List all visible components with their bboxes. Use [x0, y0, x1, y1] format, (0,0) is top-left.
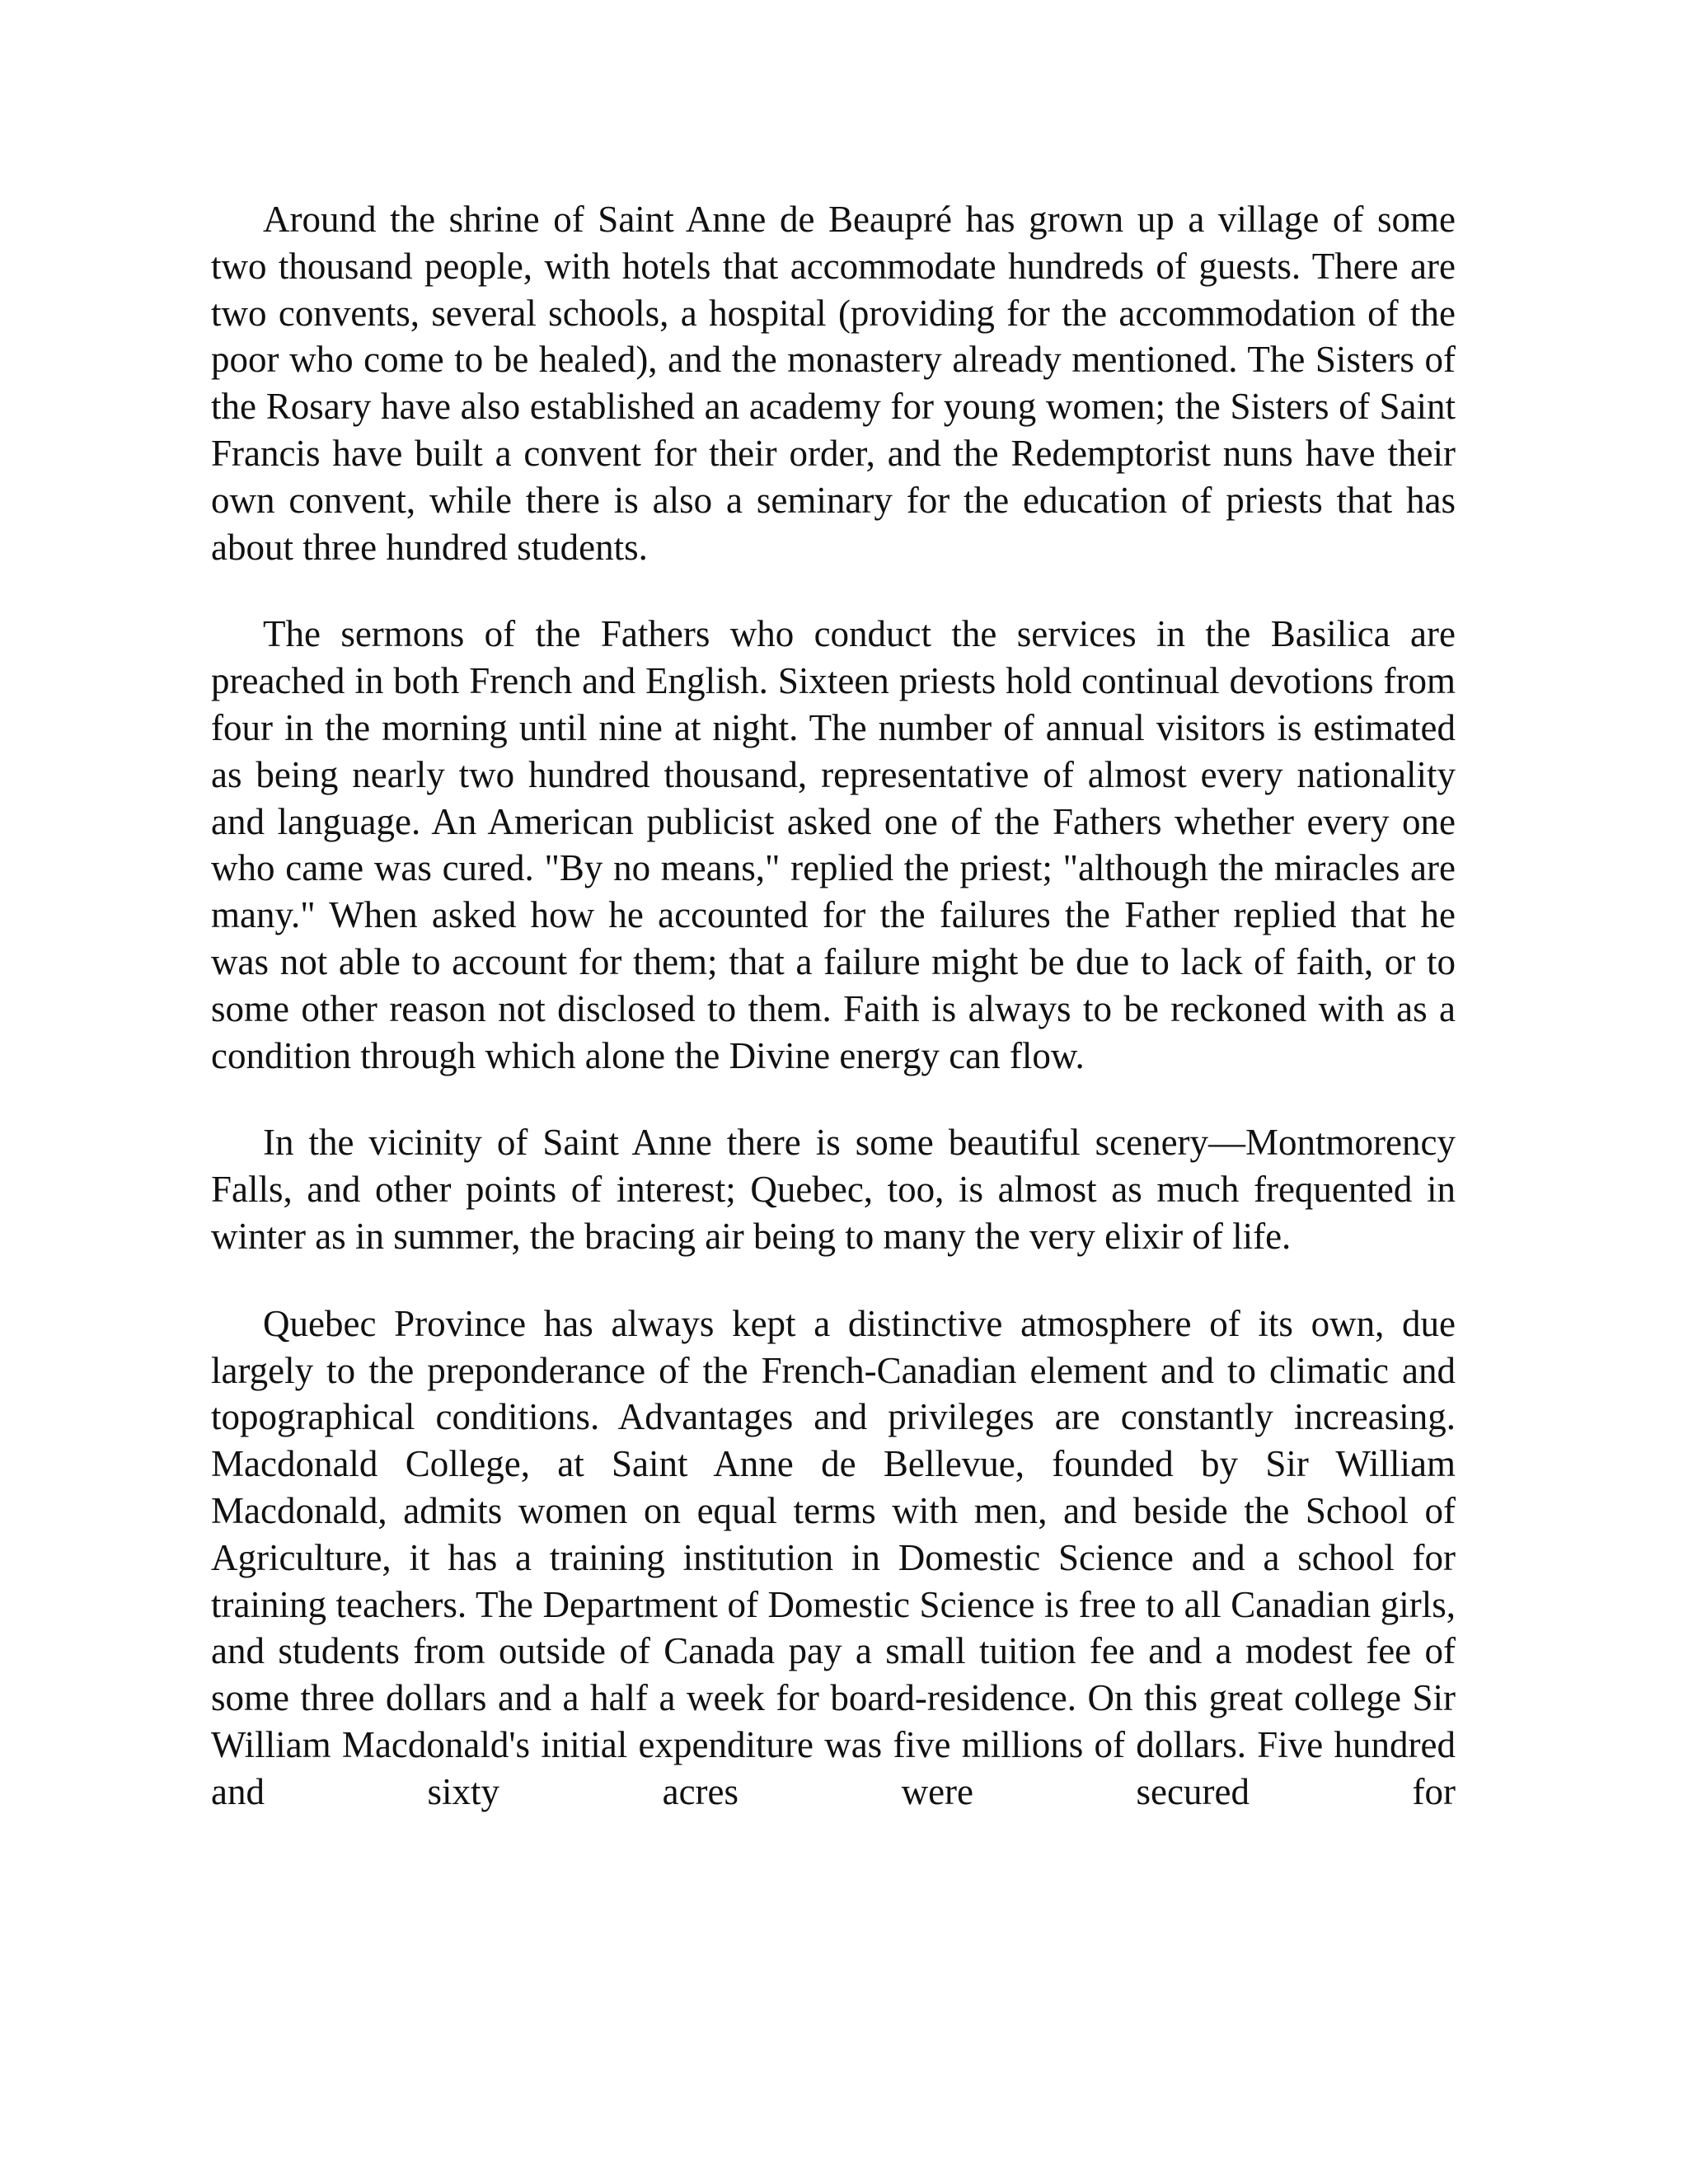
paragraph-sermons: The sermons of the Fathers who conduct the services in the Basilica are preached in both French and English. Sixteen priests hold continual devotions from four in the morning until nine at night. The number of annual visitors is estimated as being nearly two hundred thousand, representative of almost every nationality and language. An American publicist asked one of the Fathers whether every one who came was cured. "By no means," replied the priest; "although the miracles are many." When asked how he accounted for the failures the Father replied that he was not able to account for them; that a failure might be due to lack of faith, or to some other reason not disclosed to them. Faith is always to be reckoned with as a condition through which alone the Divine energy can flow. [211, 613, 1456, 1076]
paragraph-scenery: In the vicinity of Saint Anne there is some beautiful scenery—Montmorency Falls, and other points of interest; Quebec, too, is almost as much frequented in winter as in summer, the bracing air being to many the very elixir of life. [211, 1122, 1456, 1257]
page-body [211, 196, 1456, 1816]
paragraph-quebec-province: Quebec Province has always kept a distinctive atmosphere of its own, due largely to the preponderance of the French-Canadian element and to climatic and topographical conditions. Advantages and privileges are constantly increasing. Macdonald College, at Saint Anne de Bellevue, founded by Sir William Macdonald, admits women on equal terms with men, and beside the School of Agriculture, it has a training institution in Domestic Science and a school for training teachers. The Department of Domestic Science is free to all Canadian girls, and students from outside of Canada pay a small tuition fee and a modest fee of some three dollars and a half a week for board-residence. On this great college Sir William Macdonald's initial expenditure was five millions of dollars. Five hundred and sixty acres were secured for [211, 1302, 1456, 1812]
paragraph-shrine-village: Around the shrine of Saint Anne de Beaupré has grown up a village of some two thousand people, with hotels that accommodate hundreds of guests. There are two convents, several schools, a hospital (providing for the accommodation of the poor who come to be healed), and the monastery already mentioned. The Sisters of the Rosary have also established an academy for young women; the Sisters of Saint Francis have built a convent for their order, and the Redemptorist nuns have their own convent, while there is also a seminary for the education of priests that has about three hundred students. [211, 199, 1456, 568]
